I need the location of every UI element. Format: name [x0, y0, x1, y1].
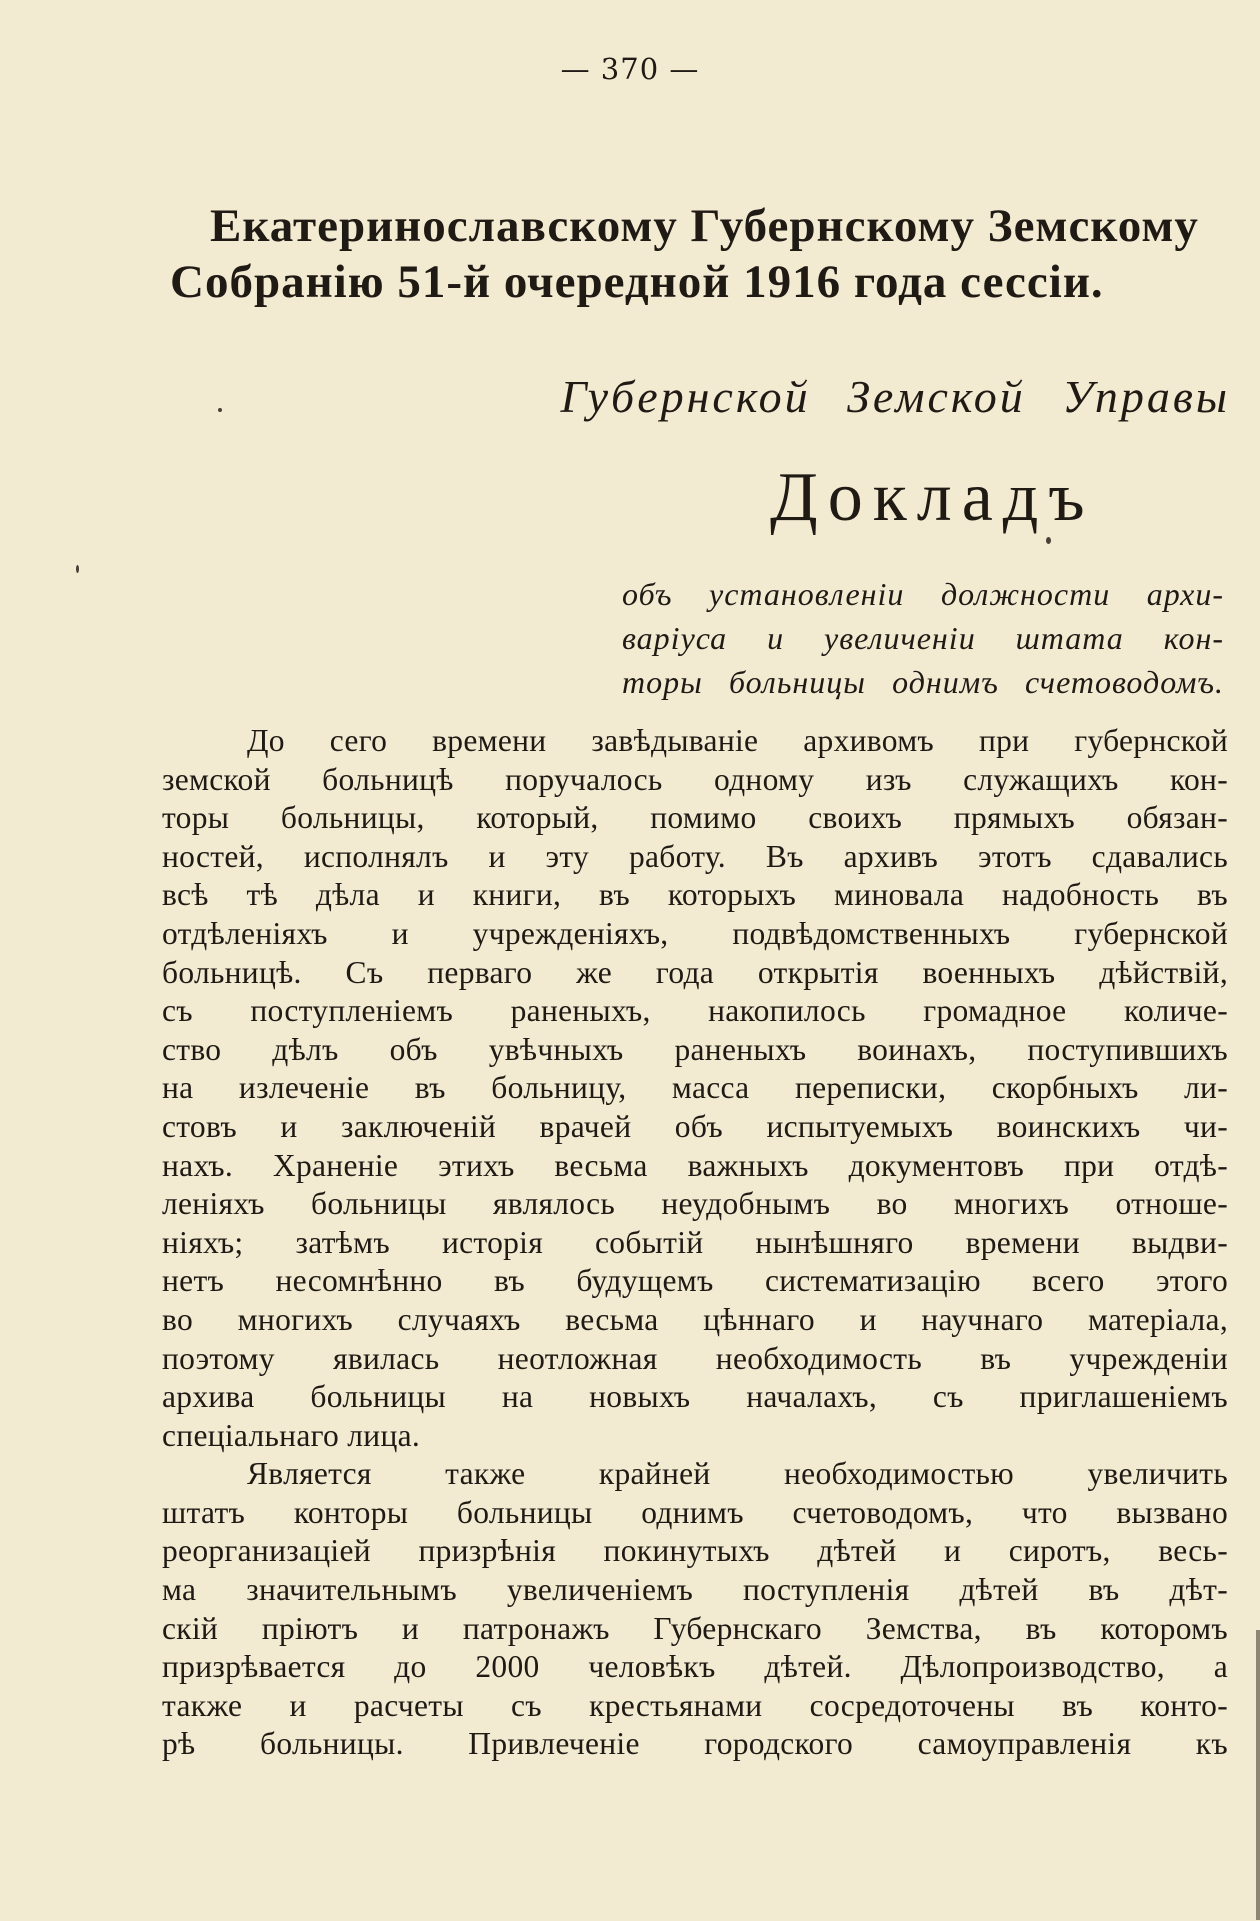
authority-line: Губернской Земской Управы [560, 371, 1230, 422]
text-line: штатъ конторы больницы однимъ счетоводомъ, что вызвано [162, 1494, 1228, 1530]
text-line: До сего времени завѣдываніе архивомъ при губернской [247, 723, 1228, 758]
text-line: ма значительнымъ увеличеніемъ поступленія дѣтей въ дѣт- [162, 1572, 1228, 1608]
text-line: земской больницѣ поручалось одному изъ служащихъ кон- [162, 761, 1228, 797]
text-line: ніяхъ; затѣмъ исторія событій нынѣшняго времени выдви- [162, 1224, 1228, 1260]
text-line: скій пріютъ и патронажъ Губернскаго Земства, въ которомъ [162, 1610, 1228, 1646]
text-line: архива больницы на новыхъ началахъ, съ приглашеніемъ [162, 1379, 1228, 1415]
heading-line: Собранію 51-й очередной 1916 года сессіи. [170, 256, 1104, 308]
paragraph [162, 1455, 1228, 1764]
subject-line: объ установленіи должности архи- [622, 576, 1224, 612]
page-edge-mark [1256, 1630, 1260, 1920]
text-line: рѣ больницы. Привлеченіе городского самоуправленія къ [162, 1726, 1228, 1762]
text-line: всѣ тѣ дѣла и книги, въ которыхъ миновала надобность въ [162, 877, 1228, 913]
text-line: Является также крайней необходимостью увеличить [247, 1456, 1228, 1492]
subject-line: торы больницы однимъ счетоводомъ. [622, 664, 1224, 700]
text-line: леніяхъ больницы являлось неудобнымъ во многихъ отноше- [162, 1186, 1228, 1222]
text-line: торы больницы, который, помимо своихъ прямыхъ обязан- [162, 800, 1228, 836]
paragraph [162, 722, 1228, 1455]
text-line: больницѣ. Съ перваго же года открытія военныхъ дѣйствій, [162, 954, 1228, 990]
text-line: нетъ несомнѣнно въ будущемъ систематизацію всего этого [162, 1263, 1228, 1299]
text-line: реорганизацiей призрѣнія покинутыхъ дѣтей и сиротъ, весь- [162, 1533, 1228, 1569]
text-line: отдѣленіяхъ и учрежденіяхъ, подвѣдомственныхъ губернской [162, 915, 1228, 951]
print-speck [1046, 537, 1051, 544]
heading-line: Екатеринославскому Губернскому Земскому [210, 200, 1199, 252]
addressee-heading [170, 198, 1230, 310]
print-speck [76, 565, 79, 573]
page-number: — 370 — [560, 52, 700, 86]
text-line: стовъ и заключеній врачей объ испытуемыхъ воинскихъ чи- [162, 1108, 1228, 1144]
text-line: ностей, исполнялъ и эту работу. Въ архивъ этотъ сдавались [162, 838, 1228, 874]
text-line: призрѣвается до 2000 человѣкъ дѣтей. Дѣлопроизводство, а [162, 1649, 1228, 1685]
text-line: ство дѣлъ объ увѣчныхъ раненыхъ воинахъ, поступившихъ [162, 1031, 1228, 1067]
text-line: во многихъ случаяхъ весьма цѣннаго и научнаго матеріала, [162, 1301, 1228, 1337]
text-line: также и расчеты съ крестьянами сосредоточены въ конто- [162, 1687, 1228, 1723]
text-line: нахъ. Храненіе этихъ весьма важныхъ документовъ при отдѣ- [162, 1147, 1228, 1183]
text-line: на излеченіе въ больницу, масса переписки, скорбныхъ ли- [162, 1070, 1228, 1106]
subject-line: варіуса и увеличеніи штата кон- [622, 620, 1224, 656]
print-speck [218, 408, 222, 412]
document-title: Докладъ [770, 459, 1095, 536]
text-line: поэтому явилась неотложная необходимость въ учрежденіи [162, 1340, 1228, 1376]
text-line: спеціальнаго лица. [162, 1417, 421, 1453]
report-body [162, 722, 1228, 1764]
text-line: съ поступленіемъ раненыхъ, накопилось громадное количе- [162, 993, 1228, 1029]
subject-block [622, 572, 1224, 704]
